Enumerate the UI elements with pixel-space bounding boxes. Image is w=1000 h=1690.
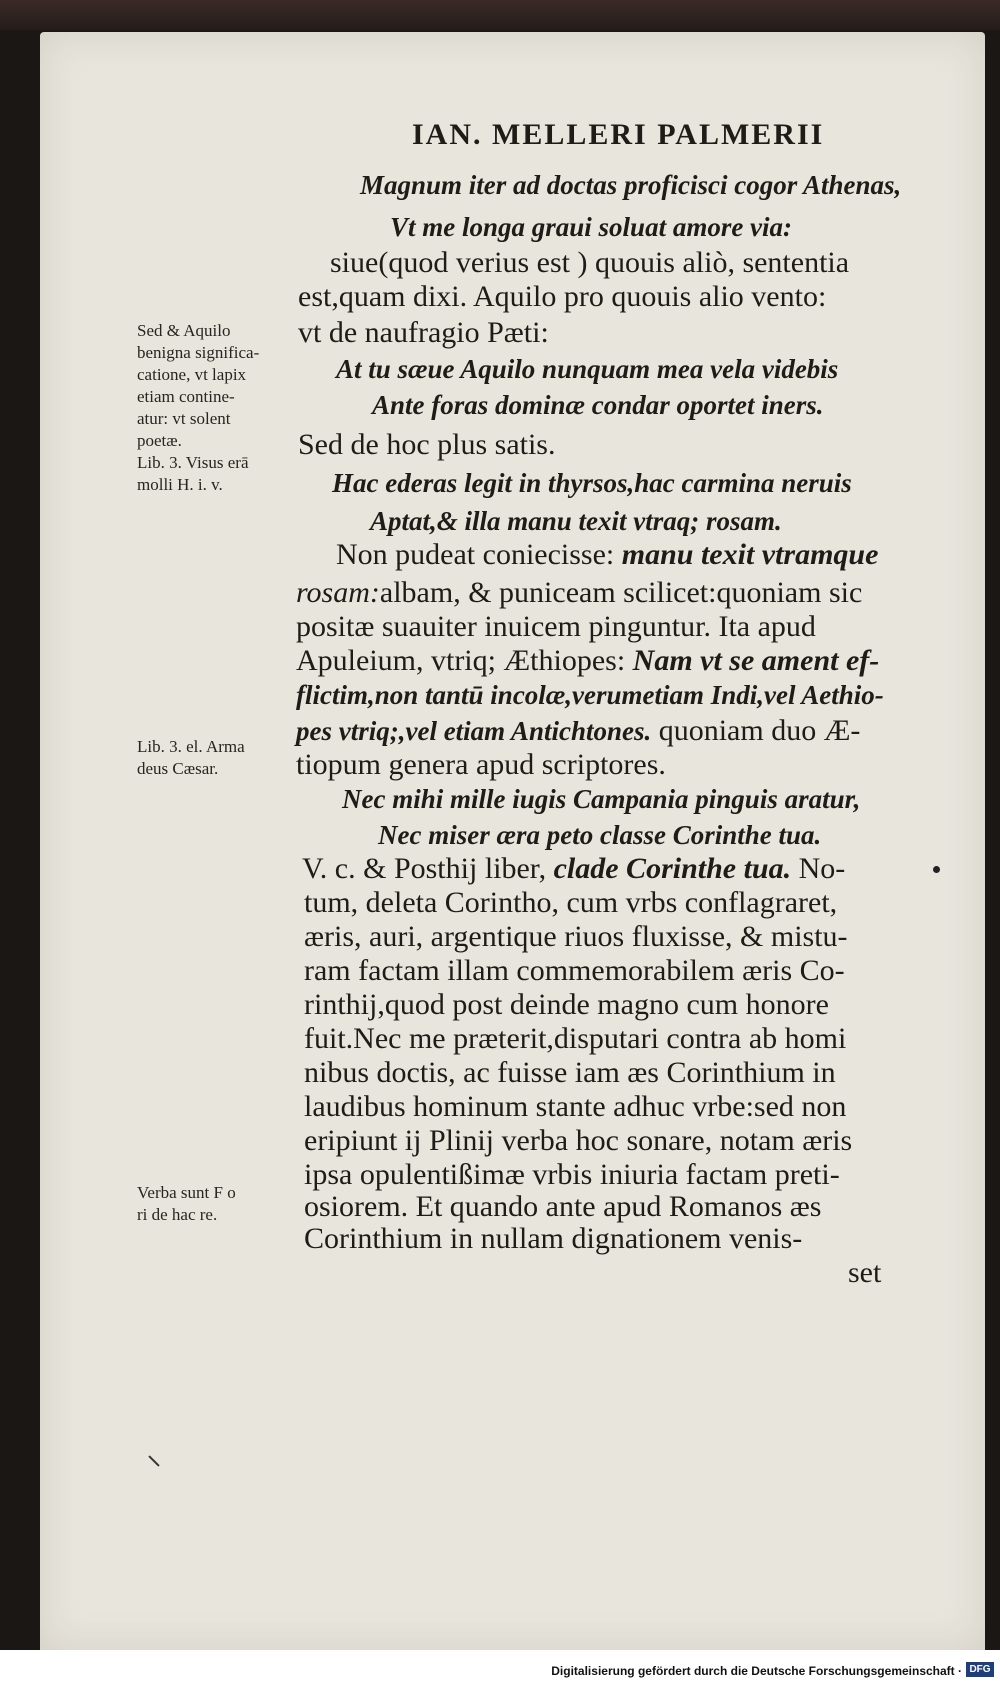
line-roman-part: albam, & puniceam scilicet:quoniam sic	[379, 576, 863, 609]
line-text: tum, deleta Corintho, cum vrbs conflagraret,	[304, 886, 838, 919]
text-line	[332, 470, 852, 497]
line-text: ipsa opulentißimæ vrbis iniuria factam preti-	[304, 1158, 840, 1191]
text-line	[304, 1192, 821, 1222]
margin-note-line: ri de hac re.	[137, 1205, 218, 1224]
line-italic-part: Nam vt se ament ef-	[625, 644, 880, 677]
margin-note	[137, 736, 245, 780]
text-line	[370, 508, 782, 535]
line-text: Sed de hoc plus satis.	[298, 428, 556, 461]
margin-note-line: benigna significa-	[137, 343, 260, 362]
margin-note-line: atur: vt solent	[137, 409, 231, 428]
line-text: eripiunt ij Plinij verba hoc sonare, notam æris	[304, 1124, 853, 1157]
line-text: Nec miser æra peto classe Corinthe tua.	[378, 820, 822, 850]
margin-note	[137, 1182, 236, 1226]
text-line	[378, 822, 821, 849]
line-text: Apuleium, vtriq; Æthiopes:	[296, 644, 626, 677]
margin-note-line: deus Cæsar.	[137, 759, 219, 778]
text-line	[304, 956, 845, 986]
running-head: IAN. MELLERI PALMERII	[412, 118, 825, 151]
line-text: At tu sæue Aquilo nunquam mea vela videbis	[336, 354, 839, 384]
line-roman-part: quoniam duo Æ-	[651, 714, 861, 747]
margin-note-line: Lib. 3. Visus erā	[137, 453, 249, 472]
line-text: Magnum iter ad doctas proficisci cogor Athenas,	[360, 170, 902, 200]
ink-spot	[933, 866, 940, 873]
text-line	[342, 786, 860, 813]
line-italic-part: manu texit vtramque	[614, 538, 879, 571]
text-line	[390, 214, 792, 241]
text-line	[336, 356, 838, 383]
text-line	[304, 1160, 840, 1190]
margin-note-line: Verba sunt F o	[137, 1183, 236, 1202]
text-line	[330, 248, 849, 278]
text-line	[296, 682, 884, 709]
text-line	[360, 172, 901, 199]
line-text: V. c. & Posthij liber,	[302, 852, 547, 885]
top-edge	[0, 0, 1000, 30]
text-line	[304, 888, 837, 918]
text-line	[302, 854, 845, 884]
footer	[0, 1650, 1000, 1690]
text-line	[296, 646, 879, 676]
text-line	[304, 922, 848, 952]
text-line	[296, 750, 666, 780]
line-text: tiopum genera apud scriptores.	[296, 748, 666, 781]
text-line	[372, 392, 824, 419]
dfg-logo: DFG	[966, 1662, 994, 1677]
footer-credit: Digitalisierung gefördert durch die Deutsche Forschungsgemeinschaft ·	[551, 1664, 962, 1678]
margin-note	[137, 452, 249, 496]
margin-note	[137, 320, 259, 452]
margin-note-line: Sed & Aquilo	[137, 321, 231, 340]
line-text: flictim,non tantū incolæ,verumetiam Indi,vel Aethio-	[296, 680, 884, 710]
line-text: laudibus hominum stante adhuc vrbe:sed non	[304, 1090, 847, 1123]
text-line	[304, 1058, 836, 1088]
line-text: rinthij,quod post deinde magno cum honore	[304, 988, 829, 1021]
line-text: fuit.Nec me præterit,disputari contra ab homi	[304, 1022, 847, 1055]
text-line	[304, 990, 829, 1020]
text-line	[336, 540, 878, 570]
line-text: Hac ederas legit in thyrsos,hac carmina neruis	[332, 468, 852, 498]
text-line	[296, 716, 860, 746]
line-text: Ante foras dominæ condar oportet iners.	[372, 390, 824, 420]
line-roman-part: No-	[791, 852, 846, 885]
line-text: Vt me longa graui soluat amore via:	[390, 212, 793, 242]
margin-note-line: poetæ.	[137, 431, 182, 450]
line-text: osiorem. Et quando ante apud Romanos æs	[304, 1190, 822, 1223]
margin-note-line: molli H. i. v.	[137, 475, 223, 494]
book-page	[40, 32, 985, 1650]
line-text: pes vtriq;,vel etiam Antichtones.	[296, 716, 652, 746]
text-line	[304, 1024, 846, 1054]
line-text: est,quam dixi. Aquilo pro quouis alio vento:	[298, 280, 827, 313]
text-line	[298, 430, 555, 460]
line-text: vt de naufragio Pæti:	[298, 316, 549, 349]
line-text: ram factam illam commemorabilem æris Co-	[304, 954, 845, 987]
text-line	[296, 578, 862, 608]
margin-note-line: Lib. 3. el. Arma	[137, 737, 245, 756]
line-text: siue(quod verius est ) quouis aliò, sententia	[330, 246, 850, 279]
text-line	[298, 318, 549, 348]
line-text: positæ suauiter inuicem pinguntur. Ita apud	[296, 610, 816, 643]
line-text: æris, auri, argentique riuos fluxisse, & mistu-	[304, 920, 848, 953]
body-text	[40, 32, 985, 1650]
line-text: Aptat,& illa manu texit vtraq; rosam.	[370, 506, 782, 536]
line-text: Non pudeat coniecisse:	[336, 538, 615, 571]
text-line	[848, 1258, 881, 1288]
text-line	[296, 612, 816, 642]
line-text: nibus doctis, ac fuisse iam æs Corinthium in	[304, 1056, 836, 1089]
text-line	[304, 1126, 852, 1156]
text-line	[304, 1092, 846, 1122]
line-text: set	[848, 1256, 882, 1289]
margin-note-line: etiam contine-	[137, 387, 235, 406]
margin-note-line: catione, vt lapix	[137, 365, 247, 384]
line-italic-part: clade Corinthe tua.	[546, 852, 792, 885]
line-text: rosam:	[296, 576, 380, 609]
text-line	[298, 282, 826, 312]
line-text: Corinthium in nullam dignationem venis-	[304, 1222, 803, 1255]
line-text: Nec mihi mille iugis Campania pinguis aratur,	[342, 784, 861, 814]
text-line	[304, 1224, 802, 1254]
